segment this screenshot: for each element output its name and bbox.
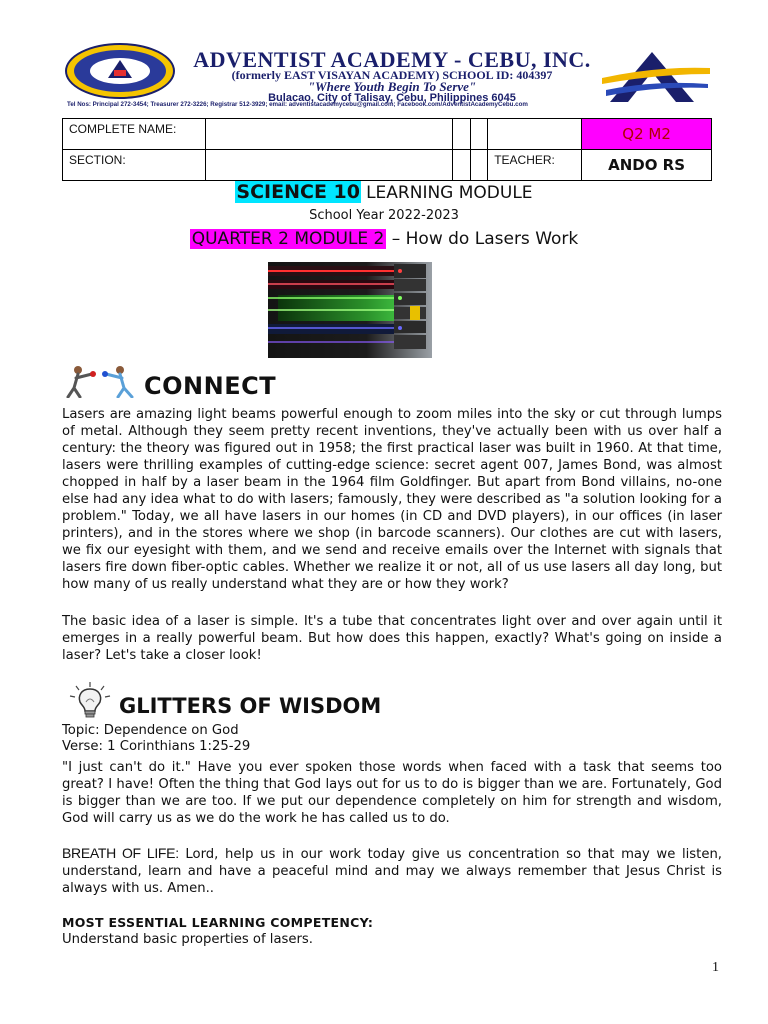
teacher-value: ANDO RS bbox=[582, 150, 712, 181]
blank-cell bbox=[488, 119, 582, 150]
complete-name-field[interactable] bbox=[205, 119, 452, 150]
blank-cell bbox=[471, 119, 488, 150]
module-code-cell: Q2 M2 bbox=[582, 119, 712, 150]
teacher-label: TEACHER: bbox=[488, 150, 582, 181]
boxing-figures-icon bbox=[62, 364, 138, 398]
quarter-module-label: QUARTER 2 MODULE 2 bbox=[191, 229, 385, 249]
page-number: 1 bbox=[712, 960, 719, 975]
academy-a-logo bbox=[602, 48, 710, 104]
section-field[interactable] bbox=[205, 150, 452, 181]
breath-of-life-text: Lord, help us in our work today give us concentration so that may we listen, understand, learn and have a peaceful mind and may we always remember that Jesus Christ is always with us. Amen.. bbox=[62, 847, 722, 896]
school-contacts: Tel Nos: Principal 272-3454; Treasurer 272-3226; Registrar 512-3929; email: adventistacademycebu@gmail.com; Facebook.com/AdventistAcademyCebu.com bbox=[67, 101, 528, 108]
wisdom-topic-verse bbox=[62, 723, 722, 755]
quarter-title bbox=[0, 229, 768, 249]
melc-text: Understand basic properties of lasers. bbox=[62, 932, 313, 947]
school-motto: "Where Youth Begin To Serve" bbox=[307, 79, 477, 94]
school-formerly-line: (formerly EAST VISAYAN ACADEMY) SCHOOL ID: 404397 bbox=[231, 68, 553, 82]
breath-of-life-label: BREATH OF LIFE: bbox=[62, 845, 179, 861]
module-title bbox=[0, 181, 768, 203]
blank-cell bbox=[471, 150, 488, 181]
connect-paragraph-1: Lasers are amazing light beams powerful enough to zoom miles into the sky or cut through lumps of metal. Although they seem pretty recent inventions, they've actually been with us over half a century: the theory was figured out in 1958; the first practical laser was built in 1960. At that time, lasers were thrilling examples of cutting-edge science: secret agent 007, James Bond, was almost chopped in half by a laser beam in the 1964 film Goldfinger. But apart from Bond villains, no-one else had any idea what to do with lasers; famously, they were described as "a solution looking for a problem." Today, we all have lasers in our homes (in CD and DVD players), in our offices (in laser printers), and in the stores where we shop (in barcode scanners). Our clothes are cut with lasers, we fix our eyesight with them, and we send and receive emails over the Internet with signals that lasers fire down fiber-optic cables. Whether we realize it or not, all of us use lasers all day long, but how many of us really understand what they are or how they work? bbox=[62, 407, 722, 592]
wisdom-topic: Topic: Dependence on God bbox=[62, 723, 239, 738]
school-address: Bulacao, City of Talisay, Cebu, Philippines 6045 bbox=[268, 92, 516, 104]
melc-heading: MOST ESSENTIAL LEARNING COMPETENCY: bbox=[62, 915, 374, 930]
learning-module-label: LEARNING MODULE bbox=[366, 183, 533, 203]
school-seal-logo bbox=[64, 42, 176, 100]
connect-heading: CONNECT bbox=[144, 372, 277, 400]
complete-name-label: COMPLETE NAME: bbox=[63, 119, 206, 150]
wisdom-verse: Verse: 1 Corinthians 1:25-29 bbox=[62, 739, 251, 754]
student-info-table bbox=[62, 118, 712, 181]
laser-beams-image bbox=[268, 262, 432, 358]
connect-paragraph-2: The basic idea of a laser is simple. It's a tube that concentrates light over and over again until it emerges in a really powerful beam. But how does this happen, exactly? What's going on inside a laser? Let's take a closer look! bbox=[62, 614, 722, 663]
blank-cell bbox=[453, 119, 471, 150]
breath-of-life-paragraph bbox=[62, 845, 722, 897]
school-name: ADVENTIST ACADEMY - CEBU, INC. bbox=[193, 47, 591, 72]
wisdom-paragraph: "I just can't do it." Have you ever spoken those words when faced with a task that seems too great? I have! Often the thing that God lays out for us to do is bigger than we are. Fortunately, God is bigger than we are too. If we put our dependence completely on him for strength and wisdom, God will carry us as we do the work he has called us to do. bbox=[62, 760, 722, 826]
school-year: School Year 2022-2023 bbox=[309, 208, 459, 223]
section-label: SECTION: bbox=[63, 150, 206, 181]
lightbulb-icon bbox=[66, 680, 114, 720]
wisdom-heading: GLITTERS OF WISDOM bbox=[119, 694, 382, 718]
subject-title: SCIENCE 10 bbox=[236, 181, 360, 203]
topic-title: – How do Lasers Work bbox=[386, 229, 579, 249]
blank-cell bbox=[453, 150, 471, 181]
